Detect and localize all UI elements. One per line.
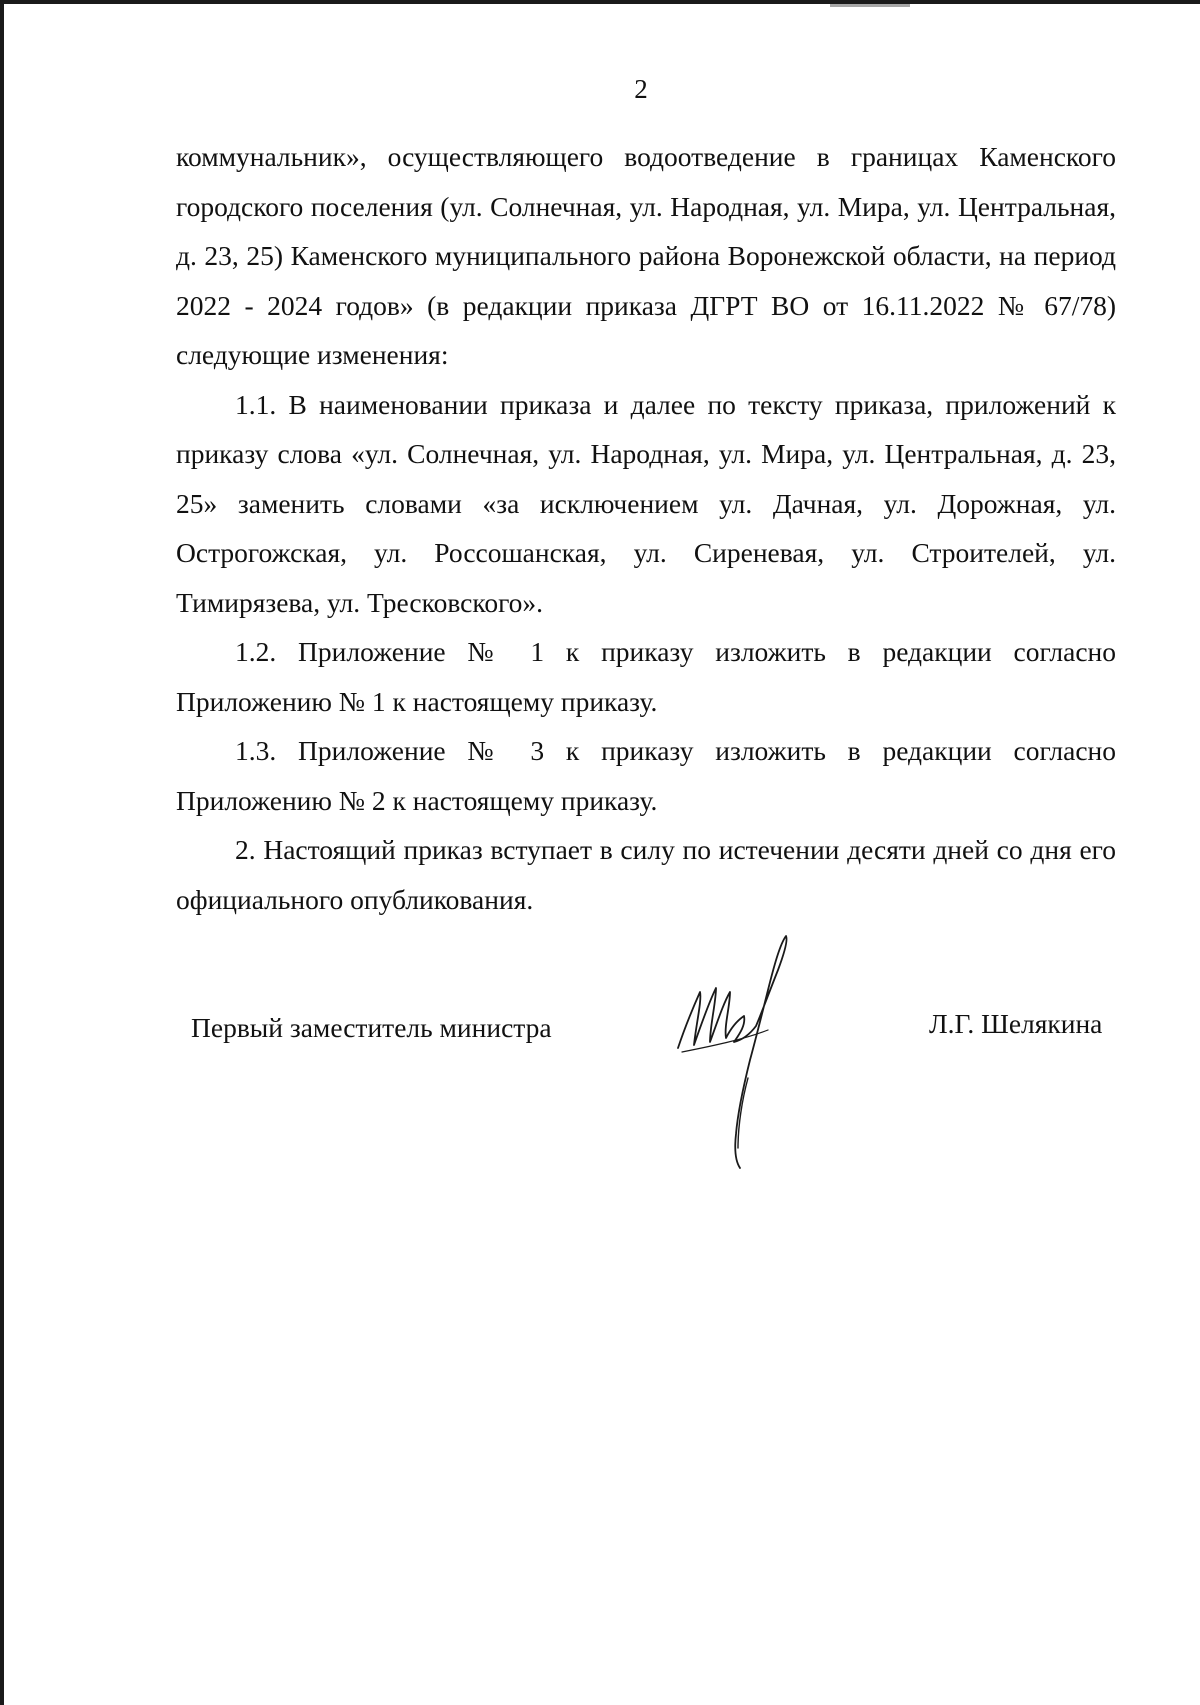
paragraph-item-1-1: 1.1. В наименовании приказа и далее по тексту приказа, приложений к приказу слова «ул. Солнечная, ул. Народная, ул. Мира, ул. Центральная, д. 23, 25» заменить словами «за исключением ул. Дачная, ул. Дорожная, ул. Острогожская, ул. Россошанская, ул. Сиреневая, ул. Строителей, ул. Тимирязева, ул. Тресковского». [176,388,1116,618]
scan-border-top [0,0,1200,4]
paragraph-intro: коммунальник», осуществляющего водоотведение в границах Каменского городского поселения (ул. Солнечная, ул. Народная, ул. Мира, ул. Центральная, д. 23, 25) Каменского муниципального района Воронежской области, на период 2022 - 2024 годов» (в редакции приказа ДГРТ ВО от 16.11.2022 № 67/78) следующие изменения: [176,141,1116,370]
document-body [176,132,1116,924]
paragraph-item-2: 2. Настоящий приказ вступает в силу по истечении десяти дней со дня его официального опубликования. [176,834,1116,915]
scan-artifact [830,4,910,7]
scan-border-left [0,0,4,1705]
signatory-position: Первый заместитель министра [191,1012,552,1043]
handwritten-signature [672,930,832,1170]
signatory-name: Л.Г. Шелякина [929,1008,1103,1039]
page-number: 2 [634,74,648,104]
paragraph-item-1-2: 1.2. Приложение № 1 к приказу изложить в редакции согласно Приложению № 1 к настоящему приказу. [176,636,1116,717]
paragraph-item-1-3: 1.3. Приложение № 3 к приказу изложить в редакции согласно Приложению № 2 к настоящему приказу. [176,735,1116,816]
